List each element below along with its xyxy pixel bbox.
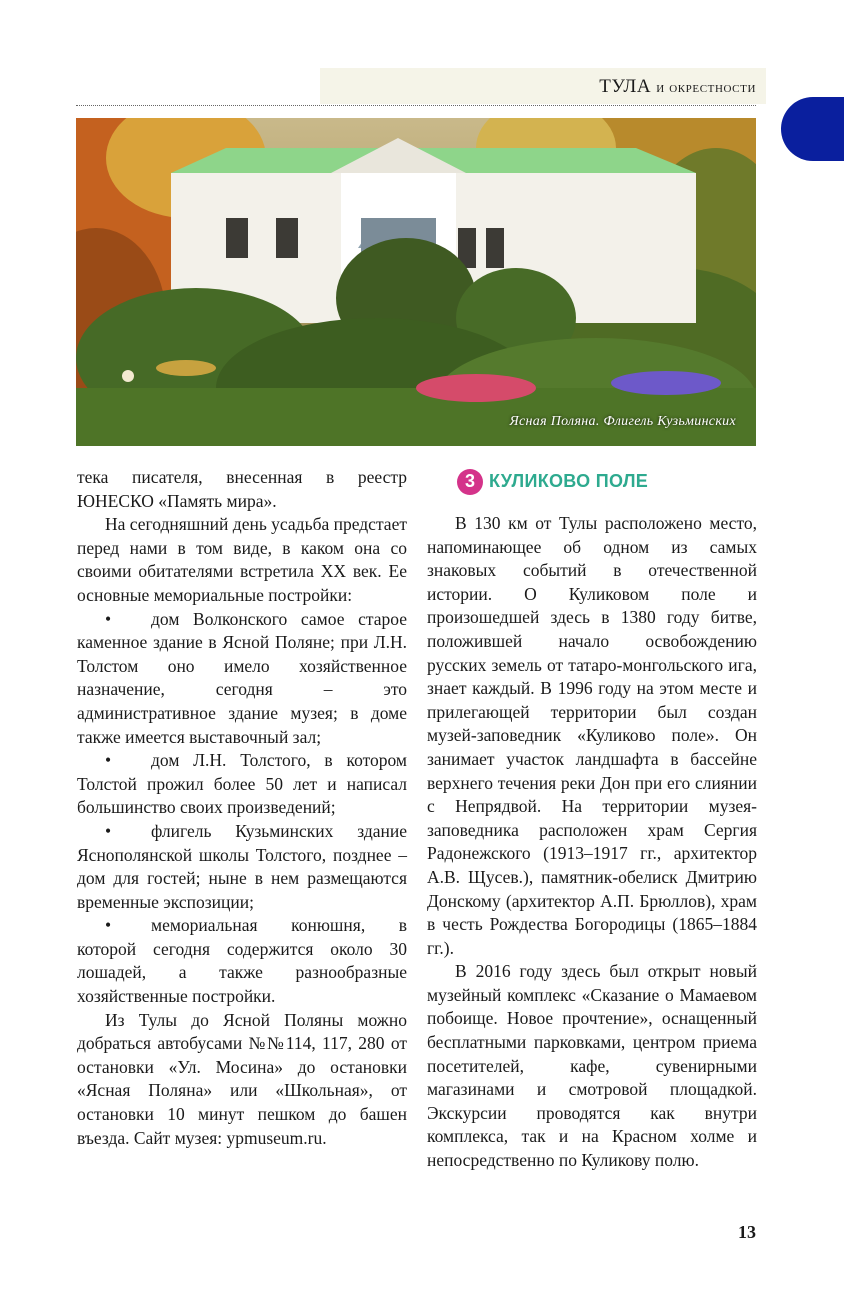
photo-caption: Ясная Поляна. Флигель Кузьминских (509, 414, 736, 429)
list-item (77, 820, 407, 914)
list-item (77, 608, 407, 750)
list-item-text: дом Волконского самое старое каменное здание в Ясной Поляне; при Л.Н. Толстом оно имело хозяйственное назначение, сегодня – это административное здание музея; в доме также имеется выставочный зал; (77, 608, 407, 747)
list-item (77, 914, 407, 1008)
bullet-icon: • (105, 820, 112, 841)
page-number: 13 (738, 1222, 756, 1242)
chapter-tab (781, 97, 844, 161)
header-title-rest: и окрестности (656, 80, 756, 96)
paragraph: тека писателя, внесенная в реестр ЮНЕСКО «Память мира». (77, 467, 407, 511)
section-title: КУЛИКОВО ПОЛЕ (489, 471, 649, 492)
header-title-main: ТУЛА (599, 76, 652, 97)
list-item-text: мемориальная конюшня, в которой сегодня содержится около 30 лошадей, а также разнообразные хозяйственные постройки. (77, 915, 407, 1007)
list-item (77, 749, 407, 820)
running-header (599, 76, 756, 98)
paragraph: В 2016 году здесь был открыт новый музейный комплекс «Сказание о Мамаевом побоище. Новое прочтение», оснащенный бесплатными парковками, центром приема посетителей, кафе, сувенирными магазинами и смотровой площадкой. Экскурсии проводятся как внутри комплекса, так и на Красном холме и непосредственно по Куликову полю. (427, 961, 757, 1171)
section-number-badge: 3 (457, 469, 483, 495)
bullet-icon: • (105, 608, 112, 629)
paragraph: На сегодняшний день усадьба предстает перед нами в том виде, в каком она со своими обитателями встретила XX век. Ее основные мемориальные постройки: (77, 514, 407, 605)
photo-yasnaya-polyana (76, 118, 756, 446)
right-column (427, 466, 757, 1173)
header-divider (76, 105, 756, 106)
paragraph: Из Тулы до Ясной Поляны можно добраться автобусами №№114, 117, 280 от остановки «Ул. Мосина» до остановки «Ясная Поляна» или «Школьная», от остановки 10 минут пешком до башен въезда. Сайт музея: ypmuseum.ru. (77, 1009, 407, 1148)
bullet-icon: • (105, 750, 112, 771)
section-heading (427, 466, 757, 498)
list-item-text: дом Л.Н. Толстого, в котором Толстой прожил более 50 лет и написал большинство своих произведений; (77, 750, 407, 818)
paragraph: В 130 км от Тулы расположено место, напоминающее об одном из самых знаковых событий в отечественной истории. О Куликовом поле и произошедшей здесь в 1380 году битве, положившей начало освобождению русских земель от татаро-монгольского ига, знает каждый. В 1996 году на этом месте и прилегающей территории был создан музей-заповедник «Куликово поле». Он занимает участок ландшафта в бассейне верхнего течения реки Дон при его слиянии с Непрядвой. На территории музея-заповедника расположен храм Сергия Радонежского (1913–1917 гг., архитектор А.В. Щусев.), памятник-обелиск Дмитрию Донскому (архитектор А.П. Брюллов), храм в честь Рождества Богородицы (1865–1884 гг.). (427, 513, 757, 958)
list-item-text: флигель Кузьминских здание Яснополянской школы Толстого, позднее – дом для гостей; ныне в нем размещаются временные экспозиции; (77, 820, 407, 912)
left-column (77, 466, 407, 1150)
bullet-icon: • (105, 915, 112, 936)
photo-illustration (76, 118, 756, 446)
